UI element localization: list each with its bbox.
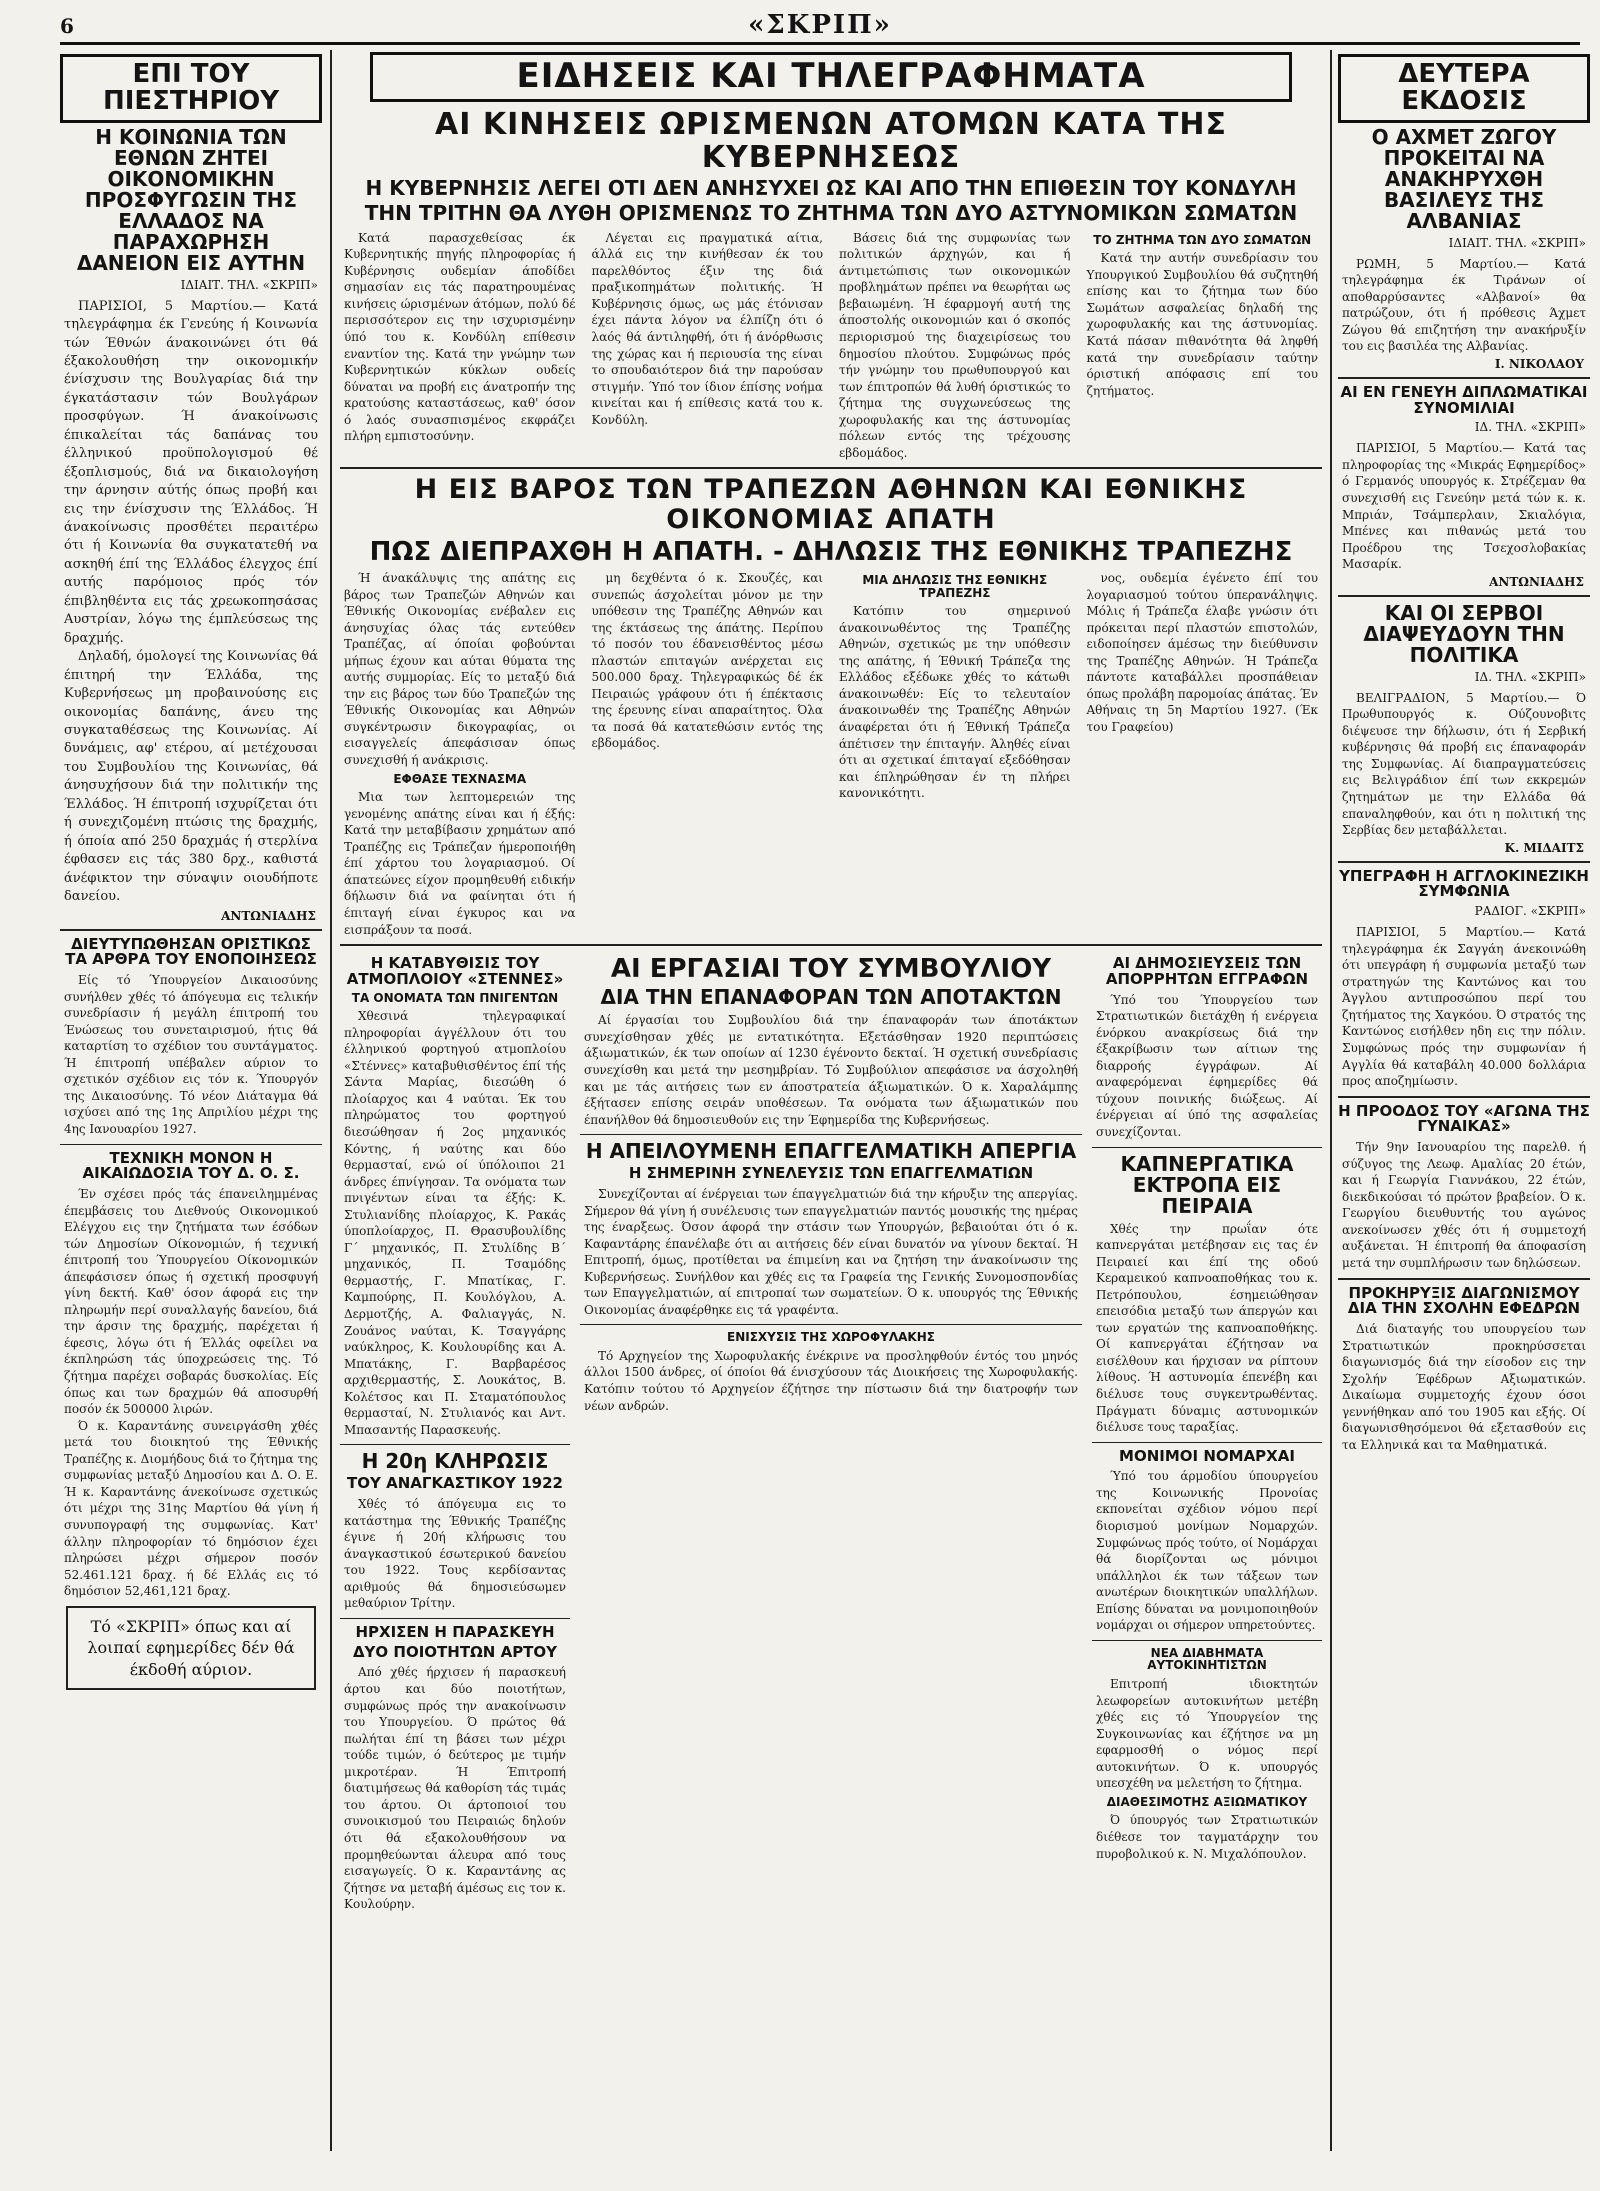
separator [340, 944, 1322, 946]
left-notice: Τό «ΣΚΡΙΠ» όπως και αί λοιπαί εφημερίδες δέν θά έκδοθή αύριον. [66, 1606, 316, 1691]
right-head-1: ΔΕΥΤΕΡΑ ΕΚΔΟΣΙΣ [1338, 54, 1590, 123]
masthead [60, 8, 1580, 45]
prefects-text: Ύπό του άρμοδίου ύπουργείου της Κοινωνικής Προνοίας εκπονείται σχέδιον νόμου περί διορισμού μονίμων Νομαρχών. Συμφώνως πρός τούτο, οί Νομάρχαι θά διορίζονται ως μόνιμοι υπάλληλοι έκ των τάξεων των ανωτέρων διοικητικών υπαλλήλων. Επίσης δύναται να μονιμοποιηθούν νομάρχαι οι σήμερον υπηρετούντες. [1096, 1469, 1318, 1633]
documents-text: Ύπό του Ύπουργείου των Στρατιωτικών διετάχθη ή ενέργεια ένόρκου ανακρίσεως διά την έξακρίβωσιν των αίτιων της διαρροής έγγράφων. Αί αναφερόμεναι έφημερίδες θά τύχουν ποινικής διώξεως. Αί ένέργειαι αί ύπό της ασφαλείας συνεχίζονται. [1096, 992, 1318, 1139]
bread-text: Από χθές ήρχισεν ή παρασκευή άρτου και δύο ποιοτήτων, συμφώνως πρός την ανακοίνωσιν του Υπουργείου. Ό πρώτος θά πωλήται έπί τη βάσει των μέχρι τούδε τιμών, ό δεύτερος με τιμήν μικροτέραν. Ή Έπιτροπή διατιμήσεως θά καθορίση τάς τιμάς του άρτου. Οι άρτοποιοί του συνοικισμού του Πειραιώς δηλούν ότι θά εξακολουθήσουν να προμηθεύωνται άλευρα από τους εισαγωγείς. Ό κ. Καραντάνης ας ζήτησε να μεταβή άμέσως εις τον κ. Κουλούρην. [344, 1665, 566, 1912]
left-body-2: Δηλαδή, όμολογεί της Κοινωνίας θά έπιτηρή την Έλλάδα, της Κυβερνήσεως μη προβαινούσης εις οικονομίας δαπάνης, άνευ της συγκαταθέσεως της Κοινωνίας. Αί δυνάμεις, αφ' ετέρου, αί μετέχουσαι του Συμβουλίου της Κοινωνίας, θά άνησυχήσουν διά την πολιτικήν της Έλλάδος. Ή έπιτροπή ισχυρίζεται ότι ή συνεχιζομένη πτώσις της δραχμής, ή όποία από 250 δραχμάς ή στερλίνα έφθασεν εις τάς 380 δρχ., καθιστά άνέφικτον την σύναψιν οιουδήποτε δανείου. [64, 649, 318, 905]
officer-head: ΔΙΑΘΕΣΙΜΟΤΗΣ ΑΞΙΩΜΑΤΙΚΟΥ [1106, 1794, 1308, 1809]
center-head-1: ΑΙ ΚΙΝΗΣΕΙΣ ΩΡΙΣΜΕΝΩΝ ΑΤΟΜΩΝ ΚΑΤΑ ΤΗΣ ΚΥΒΕΡΝΗΣΕΩΣ [435, 106, 1227, 175]
right-dateline-4: ΡΑΔΙΟΓ. «ΣΚΡΙΠ» [1474, 904, 1586, 919]
separator [580, 1134, 1082, 1135]
separator [1338, 595, 1590, 597]
right-body-1: ΡΩΜΗ, 5 Μαρτίου.— Κατά τηλεγράφημα έκ Τιράνων οί αποθαρρύσαντες «Αλβανοί» θα πατρώζουν, ότι ή πρόθεσις Άχμετ Ζώγου θά επιζητήση την ανακήρυξίν του εις βασιλέα της Αλβανίας. [1342, 256, 1586, 354]
right-column [1338, 50, 1590, 2151]
right-body-7: Διά διαταγής του υπουργείου των Στρατιωτικών προκηρύσσεται διαγωνισμός διά την είσοδον εις την Σχολήν Έφέδρων Αξιωματικών. Δικαίωμα συμμετοχής έχουν όσοι γεννήθηκαν από του 1905 και εξής. Οί διαγωνισθησόμενοι θά εξετασθούν εις τα Ελληνικά και τα Μαθηματικά. [1342, 1322, 1586, 1452]
article-fraud-subhead-1: ΕΦΘΑΣΕ ΤΕΧΝΑΣΜΑ [393, 771, 527, 786]
left-dateline: ΙΔΙΑΙΤ. ΤΗΛ. «ΣΚΡΙΠ» [180, 277, 318, 292]
strike-head-2: Η ΣΗΜΕΡΙΝΗ ΣΥΝΕΛΕΥΣΙΣ ΤΩΝ ΕΠΑΓΓΕΛΜΑΤΙΩΝ [628, 1164, 1034, 1183]
ship-head-2: ΤΑ ΟΝΟΜΑΤΑ ΤΩΝ ΠΝΙΓΕΝΤΩΝ [351, 990, 559, 1005]
separator [60, 929, 322, 931]
left-head-4: ΤΕΧΝΙΚΗ ΜΟΝΟΝ Η ΑΙΚΑΙΩΔΟΣΙΑ ΤΟΥ Δ. Ο. Σ. [82, 1148, 300, 1183]
masthead-title: «ΣΚΡΙΠ» [748, 10, 892, 40]
center-head-4: Η ΕΙΣ ΒΑΡΟΣ ΤΩΝ ΤΡΑΠΕΖΩΝ ΑΘΗΝΩΝ ΚΑΙ ΕΘΝΙΚΗΣ ΟΙΚΟΝΟΜΙΑΣ ΑΠΑΤΗ [414, 474, 1248, 536]
center-head-2: Η ΚΥΒΕΡΝΗΣΙΣ ΛΕΓΕΙ ΟΤΙ ΔΕΝ ΑΝΗΣΥΧΕΙ ΩΣ ΚΑΙ ΑΠΟ ΤΗΝ ΕΠΙΘΕΣΙΝ ΤΟΥ ΚΟΝΔΥΛΗ [365, 175, 1297, 200]
right-byline-1: Ι. ΝΙΚΟΛΑΟΥ [1494, 356, 1584, 371]
left-body-1: ΠΑΡΙΣΙΟΙ, 5 Μαρτίου.— Κατά τηλεγράφημα έκ Γενεύης ή Κοινωνία τών Έθνών άνακοινώνει ότι θά έξακολουθήση την οικονομικήν ένίσχυσιν της Βουλγαρίας διά την έγκατάστασιν τών Βουλγάρων προσφύγων. Ή άνακοίνωσις έπικαλείται τάς δαπάνας του έλληνικού προϋπολογισμού θέ έξοπλισμούς, διά να δικαιολογήση την άρνησιν αύτής όπως προβή και εις την ένίσχυσιν της Έλλάδος. Ή άνακοίνωσις προσθέτει περαιτέρω ότι ή Κοινωνία θα συγκατατεθή να ασκηθή έπί της Έλλάδος έλεγχος έπί αυτής παρόμοιος πρός τόν έπιβληθέντα εις τάς χρεωκοπησάσας Αυστρίαν, λόγω της έμπλεύσεως της δραχμής. [64, 298, 318, 646]
center-banner: ΕΙΔΗΣΕΙΣ ΚΑΙ ΤΗΛΕΓΡΑΦΗΜΑΤΑ [370, 52, 1292, 102]
article-fraud-text-3: μη δεχθέντα ό κ. Σκουζές, και συνεπώς άσχολείται μόνον με την υπόθεσιν της Τραπέζης Αθηνών και της έκτάσεως της άπάτης. Περίπου τό ποσόν του έδανεισθέντος μέσω πλαστών επιταγών ανέρχεται εις 500.000 δραχ. Τηλεγραφικώς δέ έκ Πειραιώς γράφουν ότι ή έπέκτασις της έρευνης είναι απαραίτητος. Όλα τα ποσά θά κατατεθώσιν εντός της εβδομάδος. [591, 571, 823, 751]
right-byline-3: Κ. ΜΙΔΑΙΤΣ [1504, 840, 1584, 855]
separator [1338, 1096, 1590, 1098]
article-government [340, 230, 1322, 462]
separator [1092, 1640, 1322, 1641]
left-body-4: Έν σχέσει πρός τάς έπανειλημμένας έπεμβάσεις του Διεθνούς Οικονομικού Ελέγχου εις την ζητήματα των έσόδων τών Δημοσίων Οίκονομιών, ή τεχνική έπιτροπή του Ύπουργείου Οίκονομικών άπεφάσισεν όπως ή σχετική προσφυγή γίνη δεκτή. Καθ' όσον άφορά εις την πληρωμήν περί συναλλαγής δανείου, διά την άρσιν της δραχμής, παρέχεται ή έφεσις, λόγω ότι ή Έλλάς οφείλει να έκπληρώση τάς ύποχρεώσεις της. Τό ζήτημα παρέχει σοβαράς δυσκολίας. Είς όπως και των δραχμών θά αποσυρθή ποσόν έκ 500000 λιρών. [64, 1187, 318, 1417]
left-body-3: Είς τό Ύπουργείον Δικαιοσύνης συνήλθεν χθές τό άπόγευμα εις τελικήν συνεδρίασιν ή μεγάλη έπιτροπή του Ένώσεως του συνεταιρισμού, ήτις θά καταρτίση το σχέδιον του συντάγματος. Ή έπιτροπή υπέβαλεν αύριον το σχετικόν σχέδιον εις τόν κ. Ύπουργόν της Δικαιοσύνης. Τό νέον Διάταγμα θά ισχύσει από της 1ης Απριλίου μέχρι της 4ης Ιανουαρίου 1927. [64, 973, 318, 1136]
lottery-text: Χθές τό άπόγευμα εις το κατάστημα της Έθνικής Τραπέζης έγινε ή 20ή κλήρωσις του άναγκαστικού έσωτερικού δανείου του 1922. Τους κερδίσαντας αριθμούς θά δημοσιεύσωμεν μεθαύριον Τρίτην. [344, 1497, 566, 1611]
article-fraud-text-1: Ή άνακάλυψις της απάτης εις βάρος των Τραπεζών Αθηνών και Έθνικής Οικονομίας ενέβαλεν εις άνησυχίας όλας τάς εντεύθεν Τραπέζας, αί όποίαι φοβούνται μήπως έχουν και αύται θύματα της αυτής συμμορίας. Είς το μεταξύ διά την εις βάρος των δύο Τραπεζών της Έθνικής Οικονομίας και Αθηνών συγκέντρωσιν δικογραφίας, οι εισαγγελείς άπεφάσισαν όπως συνεχισθή ή ανάκρισις. [344, 571, 576, 768]
article-fraud-text-5: νος, ουδεμία έγένετο έπί του λογαριασμού τούτου ύπερανάληψις. Μόλις ή Τράπεζα έλαβε γνώσιν ότι πρόκειται περί πλαστών επιστολών, ειδοποίησεν άμέσως την διεύθυνσιν της Τραπέζης Αθηνών. Ή Τράπεζα πάντοτε καταβάλλει προσπάθειαν όπως προλάβη παρομοίας άπάτας. Έν Αθήναις τη 5η Μαρτίου 1927. (Έκ του Γραφείου) [1086, 571, 1318, 734]
tobacco-head: ΚΑΠΝΕΡΓΑΤΙΚΑ ΕΚΤΡΟΠΑ ΕΙΣ ΠΕΙΡΑΙΑ [1120, 1151, 1294, 1218]
left-head-2: Η ΚΟΙΝΩΝΙΑ ΤΩΝ ΕΘΝΩΝ ΖΗΤΕΙ ΟΙΚΟΝΟΜΙΚΗΝ ΠΡΟΣΦΥΓΩΣΙΝ ΤΗΣ ΕΛΛΑΔΟΣ ΝΑ ΠΑΡΑΧΩΡΗΣΗ ΔΑΝΕΙΟΝ ΕΙΣ ΑΥΤΗΝ [76, 124, 306, 275]
strike-text: Συνεχίζονται αί ένέργειαι των έπαγγελματιών διά την κήρυξιν της απεργίας. Σήμερον θά γίνη ή συνέλευσις των επαγγελματιών παντός μουσικής της ημέρας της έναρξεως. Όσον άφορά την στάσιν των Υπουργών, βεβαιούται ότι ό κ. Καφαντάρης έπανέλαβε ότι αι αιτήσεις δέν είναι δυνατόν να γίνουν δεκταί. Ή Επιτροπή, όμως, προτίθεται να έπιμείνη και να ζητήση την άνακοίνωσιν της Κυβερνήσεως. Συνήλθον και χθές εις τα Γραφεία της Γενικής Συνομοσπονδίας των Επαγγελματιών, αί επιτροπαί των σωματείων. Ό κ. υπουργός της Έθνικής Οικονομίας άναφέρθηκε εις τά γραφέντα. [584, 1186, 1078, 1317]
right-body-6: Τήν 9ην Ιανουαρίου της παρελθ. ή σύζυγος της Λεωφ. Αμαλίας 20 έτών, και ή Γεωργία Γιαννάκου, 22 έτών, διεκδικούσαι τό πρώτον βραβείον. Ό κ. Γεωργίου διευθυντής του αγώνος ανεκοίνωσεν χθές ότι ή συμμετοχή αυξάνεται. Ή έπιτροπή θα άποφασίση μετά την συμπλήρωσιν των δηλώσεων. [1342, 1140, 1586, 1270]
article-fraud-text-4: Κατόπιν του σημερινού άνακοινωθέντος της Τραπέζης Αθηνών, σχετικώς με την υπόθεσιν της απάτης, ή Έθνική Τράπεζα της Ελλάδος εξέδωκε χθές το κάτωθι άνακοινωθέν: Είς το τελευταίον άνακοινωθέν της Τραπέζης Αθηνών άναφέρεται ότι ή Έθνική Τράπεζα άπέτισεν την έπιταγήν. Άληθές είναι ότι αι σχετικαί έπιταγαί εξεδόθησαν και έπληρώθησαν έν τη πλήρει κανονικότητι. [839, 604, 1071, 801]
right-body-4: ΠΑΡΙΣΙΟΙ, 5 Μαρτίου.— Κατά τηλεγράφημα έκ Σαγγάη άνεκοινώθη ότι υπεγράφη ή συμφωνία μεταξύ των στρατηγών της Καντώνος και του Άγγλου αντιπροσώπου περί του ζητήματος της Χαγκόου. Ό στρατός της Καντώνος εισήλθεν ηδη εις την πόλιν. Συμφώνως πρός την συμφωνίαν ή Αγγλία θά καταβάλη 40.000 δολλάρια προς αποζημίωσιν. [1342, 925, 1586, 1089]
article-fraud-text-2: Μια των λεπτομερειών της γενομένης απάτης είναι και ή έξής: Κατά την μεταβίβασιν χρημάτων από Τραπέζης εις Τράπεζαν ήμεροποιήθη έπί χάρτου του λογαριασμού. Οί άπατεώνες είχον προμηθευθή ειδικήν δήλωσιν διά να φαίνηται ότι ή έπιταγή είναι έγκυρος και να εισπράξουν τα ποσά. [344, 790, 576, 937]
right-dateline-2: ΙΔ. ΤΗΛ. «ΣΚΡΙΠ» [1474, 420, 1586, 435]
right-dateline-3: ΙΔ. ΤΗΛ. «ΣΚΡΙΠ» [1474, 669, 1586, 684]
article-government-text-1: Κατά παρασχεθείσας έκ Κυβερνητικής πηγής πληροφορίας ή Κυβέρνησις ουδεμίαν άποδίδει σημασίαν εις τάς παρατηρουμένας κινήσεις ώρισμένων άτόμων, πολύ δέ περισσότερον εις την ισχυρισμένην ύπό του κ. Κονδύλη επίθεσιν εναντίον της. Κατά την γνώμην των Κυβερνητικών κύκλων ουδείς δύναται να προβή εις άνατροπήν της κρατούσης καταστάσεως, καθ' όσον ό λαός συνασπισμένος εκφράζει πλήρη εμπιστοσύνην. [344, 230, 576, 444]
center-head-5: ΠΩΣ ΔΙΕΠΡΑΧΘΗ Η ΑΠΑΤΗ. - ΔΗΛΩΣΙΣ ΤΗΣ ΕΘΝΙΚΗΣ ΤΡΑΠΕΖΗΣ [369, 536, 1293, 567]
gendarmerie-head: ΕΝΙΣΧΥΣΙΣ ΤΗΣ ΧΩΡΟΦΥΛΑΚΗΣ [727, 1330, 935, 1345]
bread-head-1: ΗΡΧΙΣΕΝ Η ΠΑΡΑΣΚΕΥΗ [355, 1622, 555, 1641]
documents-head: ΑΙ ΔΗΜΟΣΙΕΥΣΕΙΣ ΤΩΝ ΑΠΟΡΡΗΤΩΝ ΕΓΓΡΑΦΩΝ [1105, 954, 1309, 988]
right-dateline-1: ΙΔΙΑΙΤ. ΤΗΛ. «ΣΚΡΙΠ» [1448, 235, 1586, 250]
separator [340, 1618, 570, 1619]
separator [1092, 1442, 1322, 1443]
center-column [340, 50, 1322, 2151]
council-text: Αί έργασίαι του Συμβουλίου διά την έπαναφοράν των άποτάκτων συνεχίσθησαν χθές με εντατικότητα. Εξετάσθησαν 1920 περιπτώσεις άξιωματικών, έκ των οποίων αί 1230 έγένοντο δεκταί. Ή σχετική συνεδρίασις συνεχίσθη και μετά την μεσημβρίαν. Τό Συμβούλιον απεφάσισε να άσχοληθή και με τάς αιτήσεις των εν άποστρατεία άξιωματικών. Ό κ. Χαραλάμπης έξήτασεν επίσης σειράν υποθέσεων. Τα ονόματα των άξιωματικών που έπανήλθον θά δημοσιευθούν εις την Έφημερίδα της Κυβερνήσεως. [584, 1013, 1078, 1127]
separator [1338, 1278, 1590, 1280]
council-head-1: ΑΙ ΕΡΓΑΣΙΑΙ ΤΟΥ ΣΥΜΒΟΥΛΙΟΥ [610, 954, 1052, 985]
page-number: 6 [60, 14, 74, 38]
right-body-3: ΒΕΛΙΓΡΑΔΙΟΝ, 5 Μαρτίου.— Ό Πρωθυπουργός κ. Ούζουνοβιτς διέψευσε την δήλωσιν, ότι ή Σερβική κυβέρνησις θά προβή εις έπαναφοράν της Συμφωνίας. Αί διαπραγματεύσεις εις Βελιγράδιον έπί των εκκρεμών ζητημάτων με την Ελλάδα θά επαναληφθούν, και ότι η πολιτική της Σερβίας δεν μεταβάλλεται. [1342, 690, 1586, 838]
lottery-head-1: Η 20η ΚΛΗΡΩΣΙΣ [361, 1449, 549, 1474]
article-government-text-2: Λέγεται εις πραγματικά αίτια, άλλά εις την κινήθεσαν έκ του παρελθόντος έξιν της διά πραξικοπημάτων πολιτικής. Ή Κυβέρνησις όμως, ως μάς έτόνισαν έχει πάντα λόγον να έλπίζη ότι ό λαός θά άντιληφθή, ότι ή άνόρθωσις της χώρας και ή περιουσία της είναι το σπουδαιότερον διά την παρούσαν στιγμήν. Ύπό τον ίδιον έπίσης νοήμα κινείται και ή επίθεσις κατά του κ. Κονδύλη. [591, 230, 823, 427]
lower-grid [340, 952, 1322, 1913]
right-head-5: ΥΠΕΓΡΑΦΗ Η ΑΓΓΛΟΚΙΝΕΖΙΚΗ ΣΥΜΦΩΝΙΑ [1339, 866, 1589, 901]
right-body-2: ΠΑΡΙΣΙΟΙ, 5 Μαρτίου.— Κατά τας πληροφορίας της «Μικράς Εφημερίδος» ό Γερμανός υπουργός κ. Στρέζεμαν θα συνεχισθή εις Γενεύην μετά τών κ. κ. Μπριάν, Τσάμπερλαιν, Σκιαλόγια, Μπένες και πιθανώς μετά του Προέδρου της Τσεχοσλοβακίας Μασαρίκ. [1342, 441, 1586, 572]
left-head-3: ΔΙΕΥΤΥΠΩΘΗΣΑΝ ΟΡΙΣΤΙΚΩΣ ΤΑ ΑΡΘΡΑ ΤΟΥ ΕΝΟΠΟΙΗΣΕΩΣ [65, 934, 317, 969]
separator [580, 1324, 1082, 1325]
column-rule-left [330, 50, 332, 2151]
strike-head-1: Η ΑΠΕΙΛΟΥΜΕΝΗ ΕΠΑΓΓΕΛΜΑΤΙΚΗ ΑΠΕΡΓΙΑ [585, 1139, 1077, 1164]
cars-head: ΝΕΑ ΔΙΑΒΗΜΑΤΑ ΑΥΤΟΚΙΝΗΤΙΣΤΩΝ [1147, 1645, 1267, 1673]
separator [1338, 377, 1590, 379]
right-head-3: ΑΙ ΕΝ ΓΕΝΕΥΗ ΔΙΠΛΩΜΑΤΙΚΑΙ ΣΥΝΟΜΙΛΙΑΙ [1340, 382, 1588, 417]
right-head-4: ΚΑΙ ΟΙ ΣΕΡΒΟΙ ΔΙΑΨΕΥΔΟΥΝ ΤΗΝ ΠΟΛΙΤΙΚΑ [1363, 600, 1565, 667]
council-head-2: ΔΙΑ ΤΗΝ ΕΠΑΝΑΦΟΡΑΝ ΤΩΝ ΑΠΟΤΑΚΤΩΝ [600, 985, 1062, 1010]
article-government-subhead: ΤΟ ΖΗΤΗΜΑ ΤΩΝ ΔΥΟ ΣΩΜΑΤΩΝ [1093, 232, 1312, 247]
ship-text: Χθεσινά τηλεγραφικαί πληροφορίαι άγγέλλουν ότι του έλληνικού φορτηγού ατμοπλοίου «Στέννες» καταβυθισθέντος έπί τής Σάντα Μαρίας, διεσώθη ό πλοίαρχος και 4 ναύται. Έκ του πληρώματος του φορτηγού διεσώθησαν ή 2ος μηχανικός Κόντης, ή ναύτης και δύο θερμασταί, ενώ οί ύπόλοιποι 21 άνδρες έπνίγησαν. Τα ονόματα των πνιγέντων είναι τα έξής: Κ. Στυλιανίδης πλοίαρχος, Κ. Ρακάς ύποπλοίαρχος, Π. Θρασυβουλίδης Γ΄ μηχανικός, Π. Στυλίδης Β΄ μηχανικός, Π. Τσαμόδης θερμαστής, Γ. Μπατίκας, Γ. Καμπούρης, Π. Κουλόγλου, Α. Δερμοτζής, Α. Φαλιαγγάς, Ν. Ζουάνος ναύται, Κ. Τσαγγάρης ναύκληρος, Κ. Κουλουρίδης και Α. Μπατάκης, Γ. Βαρβαρέσος αρχιθερμαστής, Σ. Λουκάτος, Β. Κολέτσος και Π. Σταματόπουλος θερμασταί, Ν. Στυλιανός και Αντ. Μπασαντής Παρασκευής. [344, 1009, 566, 1437]
separator [1092, 1147, 1322, 1148]
ship-head-1: Η ΚΑΤΑΒΥΘΙΣΙΣ ΤΟΥ ΑΤΜΟΠΛΟΙΟΥ «ΣΤΕΝΝΕΣ» [346, 954, 564, 988]
article-government-text-3: Βάσεις διά της συμφωνίας των πολιτικών άρχηγών, και ή άντιμετώπισις των οικονομικών προβλημάτων πρέπει να θεωρήται ως βεβαιωμένη. Ή έφαρμογή αυτή της άποστολής οικονομιών και ό σκοπός περιορισμού της διαχειρίσεως του δημοσίου πλούτου. Συμφώνως πρός τήν γνώμην του πρωθυπουργού και των έπιτροπών θά λυθή όριστικώς το ζήτημα της συγχωνεύσεως της χωροφυλακής και της άστυνομίας πόλεων εντός της τρέχουσης εβδομάδος. [839, 230, 1071, 460]
prefects-head: ΜΟΝΙΜΟΙ ΝΟΜΑΡΧΑΙ [1119, 1446, 1295, 1465]
gendarmerie-text: Τό Αρχηγείον της Χωροφυλακής ένέκρινε να προσληφθούν έντός του μηνός άλλοι 1500 άνδρες, οί όποίοι θά ένισχύσουν τάς Διοικήσεις της Χωροφυλακής. Κατόπιν τούτου τό Αρχηγείον έζήτησε την πίστωσιν διά την διατροφήν των νέων ανδρών. [584, 1348, 1078, 1413]
separator [60, 1144, 322, 1145]
right-head-7: ΠΡΟΚΗΡΥΞΙΣ ΔΙΑΓΩΝΙΣΜΟΥ ΔΙΑ ΤΗΝ ΣΧΟΛΗΝ ΕΦΕΔΡΩΝ [1347, 1283, 1581, 1318]
left-body-5: Ό κ. Καραντάνης συνειργάσθη χθές μετά του διοικητού της Έθνικής Τραπέζης κ. Διομήδους διά το ζήτημα της συμφωνίας μεταξύ Δημοσίου και Δ. Ο. Ε. Ή κ. Καραντάνης άνεκοίνωσε σχετικώς ότι μέχρι της 31ης Μαρτίου θά γίνη ή συνυπογραφή της συμφωνίας. Κατ' άλλην πληροφορίαν τό δημόσιον έχει πληρώσει μέχρι σήμερον ποσόν 52.461.121 δραχ. ή δέ Ελλάς εις τό δημόσιον 52,461,121 δραχ. [64, 1418, 318, 1599]
officer-text: Ό ύπουργός των Στρατιωτικών διέθεσε τον ταγματάρχην του πυροβολικού κ. Ν. Μιχαλόπουλον. [1096, 1813, 1318, 1861]
right-byline-2: ΑΝΤΩΝΙΑΔΗΣ [1489, 574, 1584, 589]
tobacco-text: Χθές την πρωΐαν ότε καπνεργάται μετέβησαν εις τας έν Πειραιεί και έπί της οδού Κεραμεικού καπνοαποθήκας του κ. Πετρόπουλου, έσημειώθησαν επεισόδια μεταξύ των άπεργών και των εργατών της καπνοαποθήκης. Οί καπνεργάται έζήτησαν να εισέλθουν και ήρχισαν να ρίπτουν λίθους. Ή αστυνομία έπενέβη και διέλυσε τους συγκεντρωθέντας. Πράγματι δύναμις αστυνομικών διέλυσε τους ταραξίας. [1096, 1221, 1318, 1435]
article-fraud [340, 570, 1322, 938]
bread-head-2: ΔΥΟ ΠΟΙΟΤΗΤΩΝ ΑΡΤΟΥ [352, 1642, 558, 1661]
left-byline-1: ΑΝΤΩΝΙΑΔΗΣ [221, 908, 316, 923]
article-fraud-subhead-2: ΜΙΑ ΔΗΛΩΣΙΣ ΤΗΣ ΕΘΝΙΚΗΣ ΤΡΑΠΕΖΗΣ [862, 573, 1048, 600]
cars-text: Επιτροπή ιδιοκτητών λεωφορείων αυτοκινήτων μετέβη χθές εις τό Ύπουργείον της Συγκοινωνίας και έζήτησε να μη εφαρμοσθή ο νόμος περί αυτοκινήτων. Ό κ. υπουργός υπεσχέθη να μελετήση το ζήτημα. [1096, 1677, 1318, 1791]
right-head-2: Ο ΑΧΜΕΤ ΖΩΓΟΥ ΠΡΟΚΕΙΤΑΙ ΝΑ ΑΝΑΚΗΡΥΧΘΗ ΒΑΣΙΛΕΥΣ ΤΗΣ ΑΛΒΑΝΙΑΣ [1371, 124, 1557, 233]
separator [340, 467, 1322, 469]
article-government-text-4: Κατά την αυτήν συνεδρίασιν του Υπουργικού Συμβουλίου θά συζητηθή επίσης και το ζήτημα των δύο Σωμάτων ασφαλείας δηλαδή της χωροφυλακής και της άστυνομίας. Κατά πάσαν πιθανότητα θά ληφθή κατά την συνεδρίασιν ταύτην όριστική απόφασις επί του ζητήματος. [1086, 251, 1318, 398]
column-rule-right [1330, 50, 1332, 2151]
separator [1338, 861, 1590, 863]
lottery-head-2: ΤΟΥ ΑΝΑΓΚΑΣΤΙΚΟΥ 1922 [347, 1474, 563, 1493]
left-column [60, 50, 322, 2151]
separator [340, 1444, 570, 1445]
center-head-3: ΤΗΝ ΤΡΙΤΗΝ ΘΑ ΛΥΘΗ ΟΡΙΣΜΕΝΩΣ ΤΟ ΖΗΤΗΜΑ ΤΩΝ ΔΥΟ ΑΣΤΥΝΟΜΙΚΩΝ ΣΩΜΑΤΩΝ [364, 200, 1298, 225]
left-head-1: ΕΠΙ ΤΟΥ ΠΙΕΣΤΗΡΙΟΥ [60, 54, 322, 123]
right-head-6: Η ΠΡΟΟΔΟΣ ΤΟΥ «ΑΓΩΝΑ ΤΗΣ ΓΥΝΑΙΚΑΣ» [1338, 1101, 1590, 1136]
